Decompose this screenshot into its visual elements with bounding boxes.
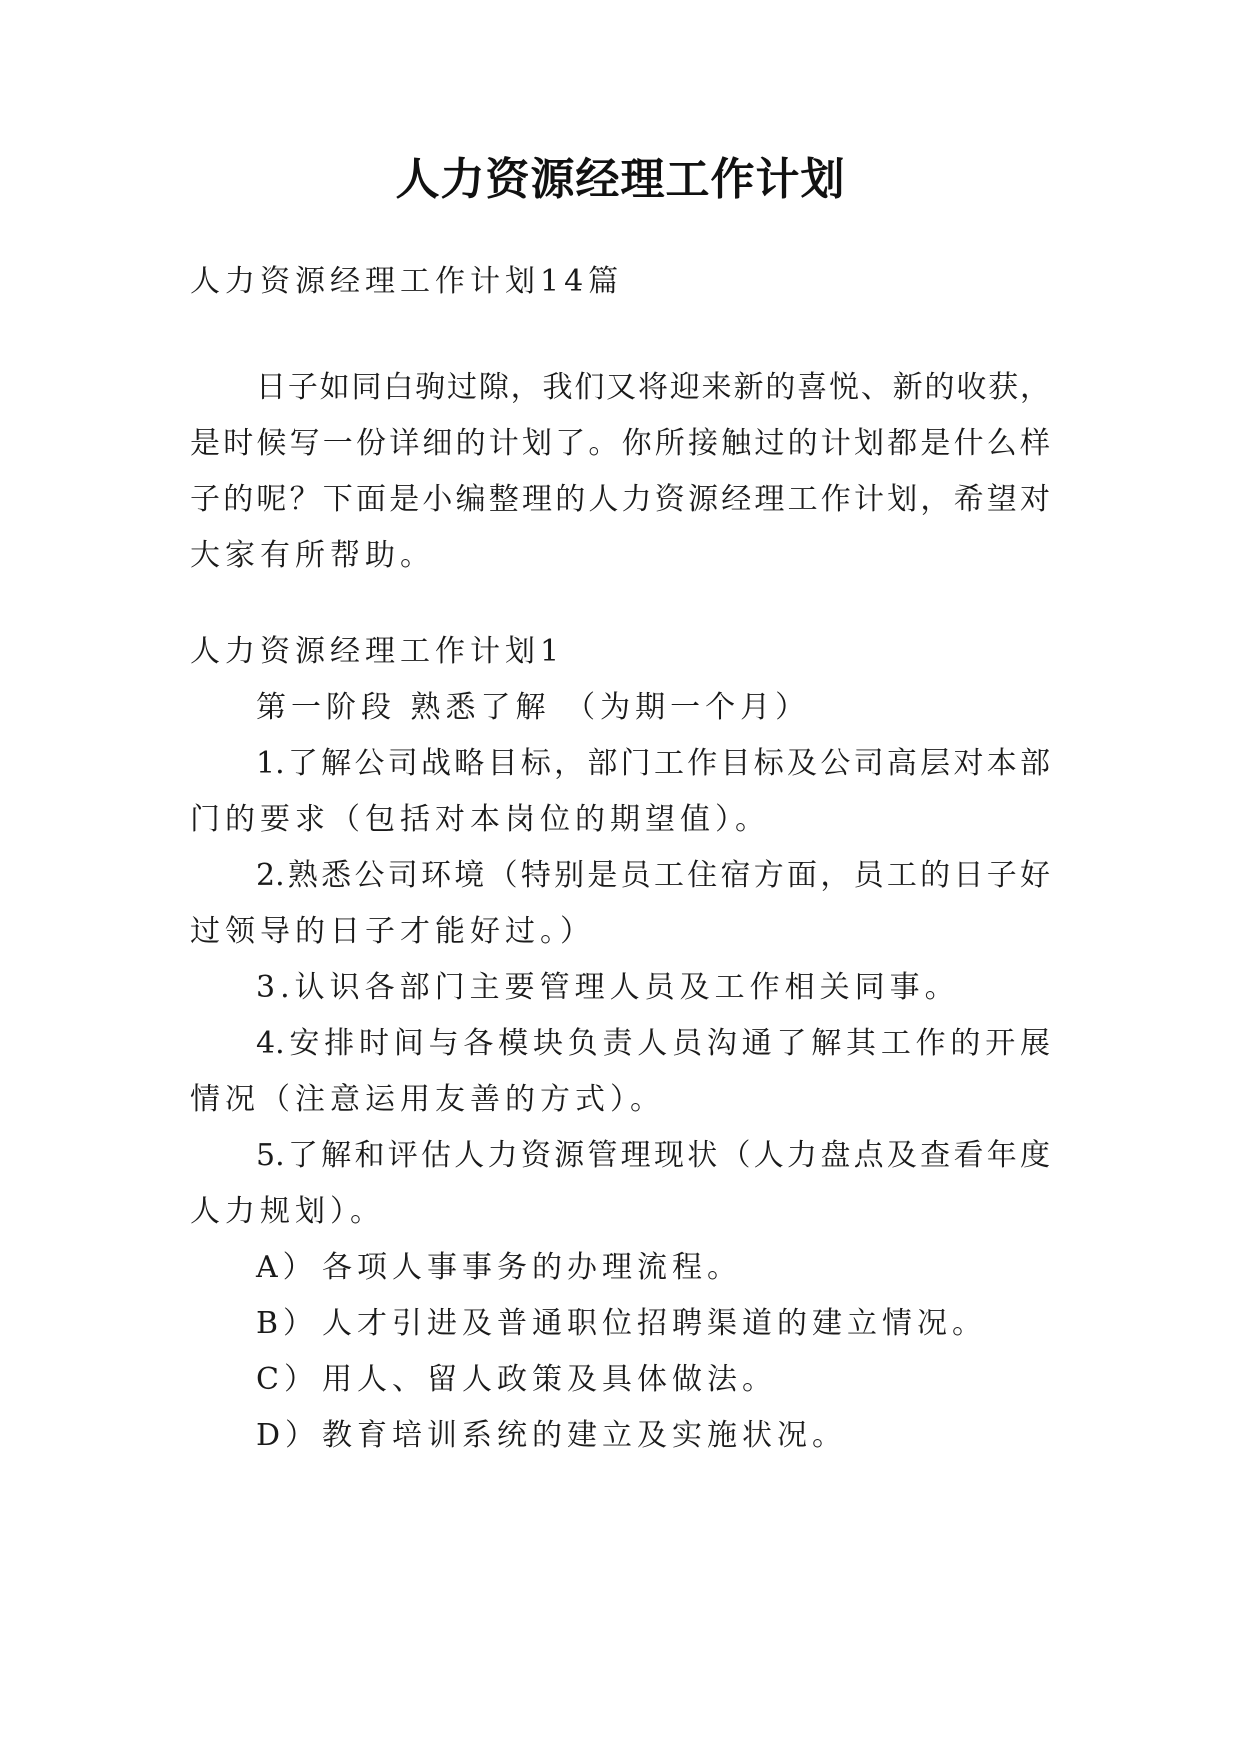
sub-item-text: 教育培训系统的建立及实施状况。 (322, 1418, 847, 1453)
sub-item-text: 用人、留人政策及具体做法。 (322, 1362, 777, 1397)
list-item: 1.了解公司战略目标，部门工作目标及公司高层对本部 (256, 746, 1050, 781)
sub-item (256, 1358, 1050, 1402)
intro-line: 日子如同白驹过隙，我们又将迎来新的喜悦、新的收获， (256, 370, 1050, 405)
list-item-continuation: 人力规划）。 (190, 1194, 385, 1229)
list-item-continuation: 门的要求（包括对本岗位的期望值）。 (190, 802, 770, 837)
list-item: 3.认识各部门主要管理人员及工作相关同事。 (256, 970, 960, 1005)
sub-item (256, 1302, 1050, 1346)
list-item-continuation: 过领导的日子才能好过。） (190, 914, 595, 949)
sub-item-label: B） (256, 1306, 319, 1341)
list-item: 2.熟悉公司环境（特别是员工住宿方面，员工的日子好 (256, 858, 1050, 893)
sub-item-label: C） (256, 1362, 319, 1397)
sub-item (256, 1414, 1050, 1458)
document-subtitle: 人力资源经理工作计划14篇 (190, 264, 624, 299)
sub-item-text: 人才引进及普通职位招聘渠道的建立情况。 (322, 1306, 987, 1341)
sub-item-text: 各项人事事务的办理流程。 (322, 1250, 742, 1285)
document-title: 人力资源经理工作计划 (395, 154, 846, 205)
intro-line: 是时候写一份详细的计划了。你所接触过的计划都是什么样 (190, 426, 1050, 461)
sub-item (256, 1246, 1050, 1290)
intro-line: 大家有所帮助。 (190, 538, 435, 573)
list-item-continuation: 情况（注意运用友善的方式）。 (190, 1082, 665, 1117)
intro-line: 子的呢？下面是小编整理的人力资源经理工作计划，希望对 (190, 482, 1050, 517)
sub-item-label: D） (256, 1418, 321, 1453)
list-item: 4.安排时间与各模块负责人员沟通了解其工作的开展 (256, 1026, 1050, 1061)
section-heading: 人力资源经理工作计划1 (190, 634, 565, 669)
sub-item-label: A） (256, 1250, 318, 1285)
list-item: 5.了解和评估人力资源管理现状（人力盘点及查看年度 (256, 1138, 1050, 1173)
phase-heading: 第一阶段 熟悉了解 （为期一个月） (256, 690, 811, 725)
